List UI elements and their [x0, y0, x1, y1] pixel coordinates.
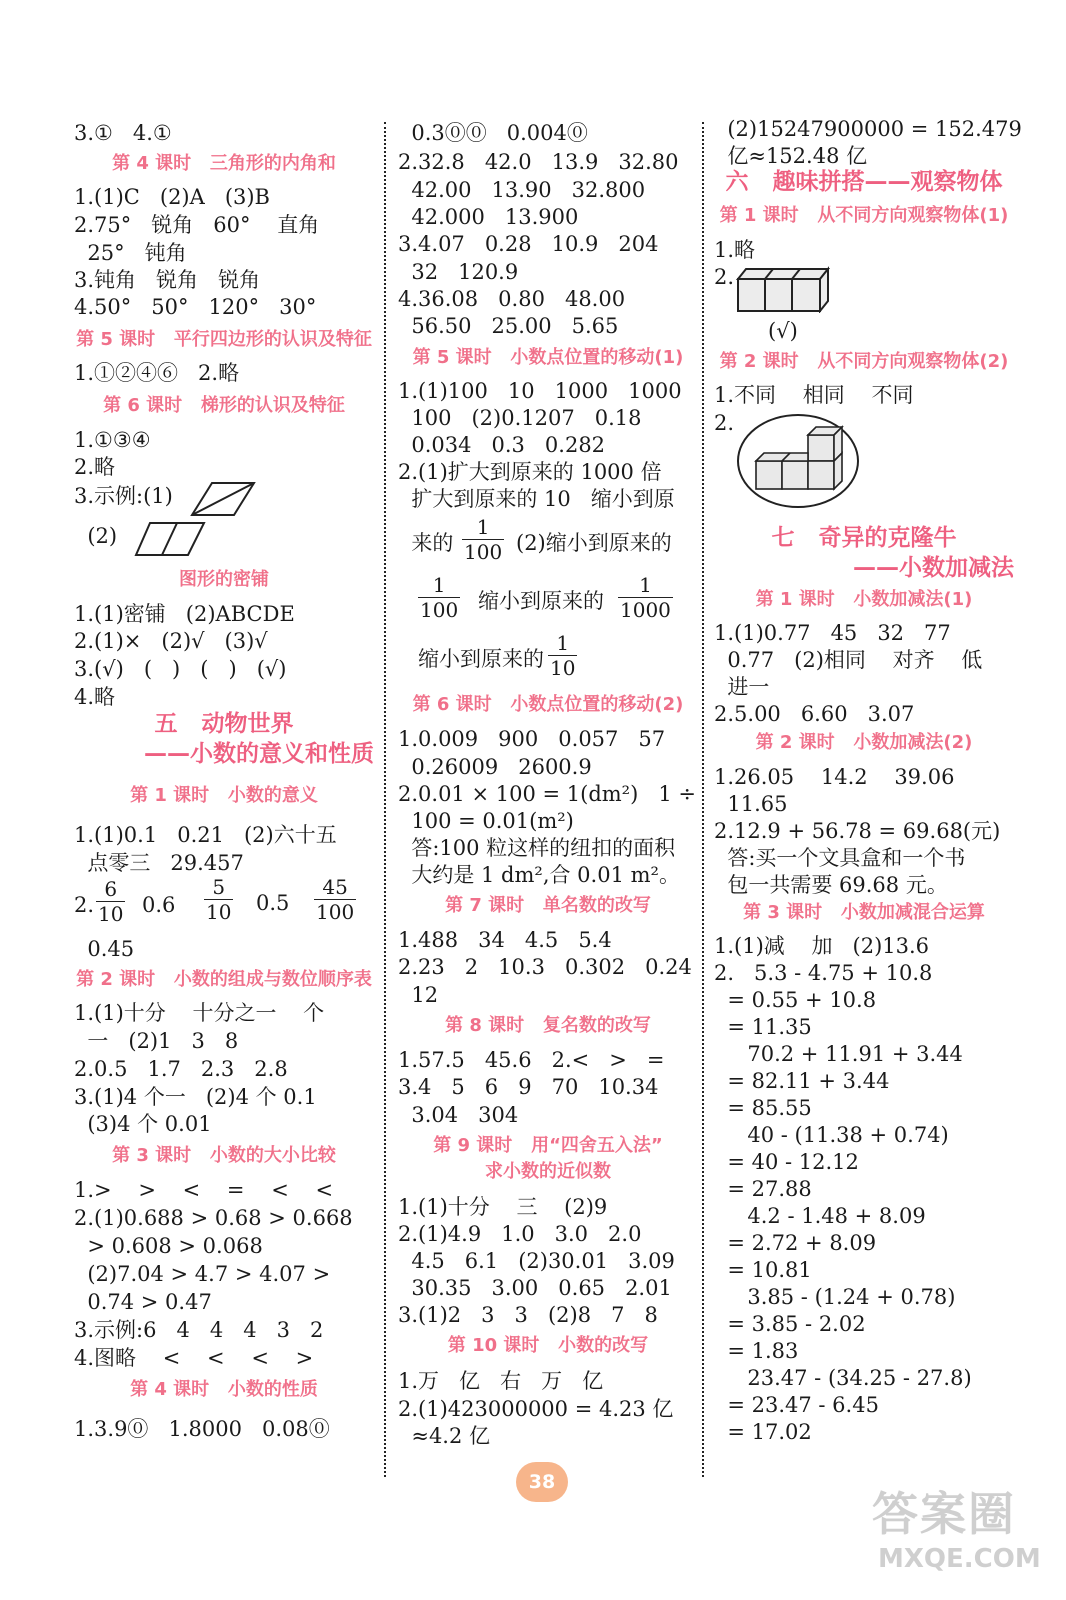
answer-line: = 40 - 12.12: [714, 1150, 859, 1174]
answer-line: 3.示例:6 4 4 4 3 2: [74, 1318, 324, 1342]
answer-line: (2)15247900000 = 152.479: [714, 117, 1022, 141]
answer-line: 3.① 4.①: [74, 121, 172, 145]
lesson-heading: 第 7 课时 单名数的改写: [445, 895, 651, 916]
answer-line: 1.(1)0.1 0.21 (2)六十五: [74, 823, 337, 847]
unit-heading: 七 奇异的克隆牛: [771, 525, 957, 551]
answer-line: 答:100 粒这样的纽扣的面积: [398, 836, 676, 860]
parallelogram-split-figure: [134, 521, 206, 557]
cube-stack-figure: [736, 411, 862, 511]
unit-heading: 五 动物世界: [154, 711, 294, 737]
answer-line: 1.(1)密铺 (2)ABCDE: [74, 602, 295, 626]
answer-line: 3.04 304: [398, 1103, 519, 1127]
lesson-heading: 第 4 课时 小数的性质: [130, 1379, 318, 1400]
answer-column-3: [714, 115, 1022, 1475]
answer-line: 1.> > < = < <: [74, 1178, 334, 1202]
lesson-heading: 第 4 课时 三角形的内角和: [112, 153, 336, 174]
fraction: $\frac{45}{100}$: [316, 875, 355, 924]
answer-line: 一 (2)1 3 8: [74, 1029, 239, 1053]
answer-line: 1.488 34 4.5 5.4: [398, 928, 612, 952]
answer-line: 0.26009 2600.9: [398, 755, 592, 779]
answer-line: 100 = 0.01(m²): [398, 809, 574, 833]
lesson-heading: 求小数的近似数: [485, 1161, 611, 1182]
answer-line: 40 - (11.38 + 0.74): [714, 1123, 949, 1147]
answer-line: (2): [74, 524, 118, 548]
answer-line: = 10.81: [714, 1258, 812, 1282]
answer-line: 1.(1)100 10 1000 1000: [398, 379, 682, 403]
answer-line: 2.75° 锐角 60° 直角: [74, 213, 320, 237]
answer-line: = 82.11 + 3.44: [714, 1069, 890, 1093]
answer-line: 3.钝角 锐角 锐角: [74, 268, 261, 292]
watermark-logo: [866, 1478, 1056, 1590]
answer-line: 2.略: [74, 455, 116, 479]
answer-line: ≈4.2 亿: [398, 1424, 491, 1448]
answer-line: 1.①③④: [74, 428, 151, 452]
answer-line: 42.000 13.900: [398, 205, 579, 229]
answer-line: 2.32.8 42.0 13.9 32.80: [398, 150, 679, 174]
answer-line: 2.12.9 + 56.78 = 69.68(元): [714, 819, 1001, 843]
answer-line: 1.万 亿 右 万 亿: [398, 1369, 604, 1393]
answer-line: 4.36.08 0.80 48.00: [398, 287, 626, 311]
answer-line: 2.(1)423000000 = 4.23 亿: [398, 1397, 674, 1421]
lesson-heading: 第 6 课时 梯形的认识及特征: [103, 395, 345, 416]
answer-line: 大约是 1 dm²,合 0.01 m²。: [398, 863, 680, 887]
answer-line: (2)7.04 > 4.7 > 4.07 >: [74, 1262, 331, 1286]
answer-line: = 3.85 - 2.02: [714, 1312, 866, 1336]
lesson-heading: 图形的密铺: [179, 569, 269, 590]
parallelogram-figure: [190, 481, 256, 517]
answer-line: 25° 钝角: [74, 241, 187, 265]
lesson-heading: 第 10 课时 小数的改写: [447, 1335, 649, 1356]
answer-line: 42.00 13.90 32.800: [398, 178, 646, 202]
answer-line: (3)4 个 0.01: [74, 1112, 212, 1136]
answer-line: 56.50 25.00 5.65: [398, 314, 619, 338]
lesson-heading: 第 5 课时 小数点位置的移动(1): [412, 347, 684, 368]
answer-line: 2.(1)4.9 1.0 3.0 2.0: [398, 1222, 642, 1246]
answer-line: 包一共需要 69.68 元。: [714, 873, 948, 897]
answer-line: 3.4.07 0.28 10.9 204: [398, 232, 659, 256]
unit-subheading: ——小数的意义和性质: [144, 741, 374, 767]
answer-line: 4.50° 50° 120° 30°: [74, 295, 317, 319]
cube-row-figure: [736, 263, 836, 313]
answer-line: 1.57.5 45.6 2.< > =: [398, 1048, 665, 1072]
lesson-heading: 第 2 课时 小数的组成与数位顺序表: [76, 969, 372, 990]
answer-line: 答:买一个文具盒和一个书: [714, 846, 966, 870]
answer-line: > 0.608 > 0.068: [74, 1234, 263, 1258]
answer-line: 2. 5.3 - 4.75 + 10.8: [714, 961, 933, 985]
answer-line: 1.①②④⑥ 2.略: [74, 361, 240, 385]
column-divider: [702, 122, 704, 1477]
answer-line: = 85.55: [714, 1096, 812, 1120]
answer-line: = 11.35: [714, 1015, 812, 1039]
answer-line: 1.略: [714, 238, 756, 262]
answer-line: 2.0.01 × 100 = 1(dm²) 1 ÷: [398, 782, 696, 806]
lesson-heading: 第 3 课时 小数加减混合运算: [743, 902, 985, 923]
answer-column-1: [74, 115, 374, 1475]
unit-heading: 六 趣味拼搭——观察物体: [725, 169, 1003, 195]
answer-line: = 27.88: [714, 1177, 812, 1201]
answer-line: 缩小到原来的: [478, 589, 604, 613]
answer-line: 2.: [714, 411, 735, 435]
fraction: $\frac{1}{1000}$: [620, 573, 671, 622]
answer-line: 1.(1)十分 三 (2)9: [398, 1195, 608, 1219]
answer-line: = 0.55 + 10.8: [714, 988, 877, 1012]
answer-line: 3.(√) ( ) ( ) (√): [74, 657, 287, 681]
answer-line: 1.(1)减 加 (2)13.6: [714, 934, 930, 958]
answer-line: 4.图略 < < < >: [74, 1346, 314, 1370]
answer-line: 12: [398, 983, 439, 1007]
answer-line: 100 (2)0.1207 0.18: [398, 406, 642, 430]
answer-line: 32 120.9: [398, 260, 519, 284]
lesson-heading: 第 8 课时 复名数的改写: [445, 1015, 651, 1036]
answer-line: (2)缩小到原来的: [516, 531, 672, 555]
answer-line: 2.5.00 6.60 3.07: [714, 702, 915, 726]
answer-line: 0.3⓪⓪ 0.004⓪: [398, 121, 588, 145]
answer-line: 1.(1)十分 十分之一 个: [74, 1001, 325, 1025]
answer-line: 70.2 + 11.91 + 3.44: [714, 1042, 963, 1066]
answer-line: 1.0.009 900 0.057 57: [398, 727, 666, 751]
answer-line: 3.4 5 6 9 70 10.34: [398, 1075, 659, 1099]
answer-line: 2.(1)0.688 > 0.68 > 0.668: [74, 1206, 353, 1230]
answer-line: 23.47 - (34.25 - 27.8): [714, 1366, 972, 1390]
answer-line: 3.85 - (1.24 + 0.78): [714, 1285, 956, 1309]
answer-line: = 2.72 + 8.09: [714, 1231, 877, 1255]
answer-line: 2.(1)× (2)√ (3)√: [74, 629, 268, 653]
answer-line: (√): [768, 319, 798, 343]
answer-line: 1.(1)0.77 45 32 77: [714, 621, 951, 645]
unit-subheading: ——小数加减法: [853, 555, 1014, 581]
answer-line: 0.45: [74, 937, 135, 961]
fraction: $\frac{5}{10}$: [206, 875, 232, 924]
answer-line: = 17.02: [714, 1420, 812, 1444]
answer-line: 4.2 - 1.48 + 8.09: [714, 1204, 926, 1228]
answer-line: 3.(1)2 3 3 (2)8 7 8: [398, 1303, 658, 1327]
answer-line: 2.0.5 1.7 2.3 2.8: [74, 1057, 288, 1081]
answer-line: 亿≈152.48 亿: [714, 144, 868, 168]
lesson-heading: 第 6 课时 小数点位置的移动(2): [412, 694, 684, 715]
fraction: $\frac{6}{10}$: [98, 877, 124, 926]
answer-line: 3.示例:(1): [74, 484, 173, 508]
answer-line: 0.77 (2)相同 对齐 低: [714, 648, 983, 672]
column-divider: [384, 122, 386, 1477]
lesson-heading: 第 9 课时 用“四舍五入法”: [433, 1135, 663, 1156]
answer-line: 2.: [714, 265, 735, 289]
lesson-heading: 第 1 课时 小数的意义: [130, 785, 318, 806]
answer-line: 2.(1)扩大到原来的 1000 倍: [398, 460, 662, 484]
fraction: $\frac{1}{100}$: [420, 573, 459, 622]
answer-line: 1.(1)C (2)A (3)B: [74, 185, 270, 209]
answer-line: 0.5: [256, 891, 290, 915]
answer-line: 1.3.9⓪ 1.8000 0.08⓪: [74, 1417, 330, 1441]
answer-line: 扩大到原来的 10 缩小到原: [398, 487, 675, 511]
lesson-heading: 第 2 课时 从不同方向观察物体(2): [719, 351, 1009, 372]
watermark-text: 答案圈: [872, 1487, 1016, 1541]
answer-line: 3.(1)4 个一 (2)4 个 0.1: [74, 1085, 317, 1109]
answer-line: 4.5 6.1 (2)30.01 3.09: [398, 1249, 675, 1273]
answer-line: 进一: [714, 675, 770, 699]
answer-line: 0.6: [142, 893, 176, 917]
answer-column-2: [398, 115, 698, 1475]
answer-line: 2.: [74, 893, 95, 917]
answer-line: 0.74 > 0.47: [74, 1290, 212, 1314]
lesson-heading: 第 1 课时 从不同方向观察物体(1): [719, 205, 1009, 226]
answer-line: 2.23 2 10.3 0.302 0.24: [398, 955, 692, 979]
answer-line: 来的: [398, 531, 454, 555]
lesson-heading: 第 5 课时 平行四边形的认识及特征: [76, 329, 372, 350]
lesson-heading: 第 1 课时 小数加减法(1): [755, 589, 973, 610]
answer-line: 1.26.05 14.2 39.06: [714, 765, 955, 789]
fraction: $\frac{1}{100}$: [464, 515, 503, 564]
answer-line: 0.034 0.3 0.282: [398, 433, 606, 457]
answer-line: 30.35 3.00 0.65 2.01: [398, 1276, 672, 1300]
answer-line: 缩小到原来的: [418, 647, 544, 671]
answer-line: = 1.83: [714, 1339, 799, 1363]
answer-line: = 23.47 - 6.45: [714, 1393, 879, 1417]
answer-line: 1.不同 相同 不同: [714, 383, 914, 407]
answer-line: 点零三 29.457: [74, 851, 244, 875]
lesson-heading: 第 3 课时 小数的大小比较: [112, 1145, 336, 1166]
page-number: 38: [516, 1462, 568, 1502]
answer-line: 4.略: [74, 685, 116, 709]
watermark-url: MXQE.COM: [878, 1544, 1041, 1574]
fraction: $\frac{1}{10}$: [550, 631, 576, 680]
answer-line: 11.65: [714, 792, 788, 816]
lesson-heading: 第 2 课时 小数加减法(2): [755, 732, 973, 753]
